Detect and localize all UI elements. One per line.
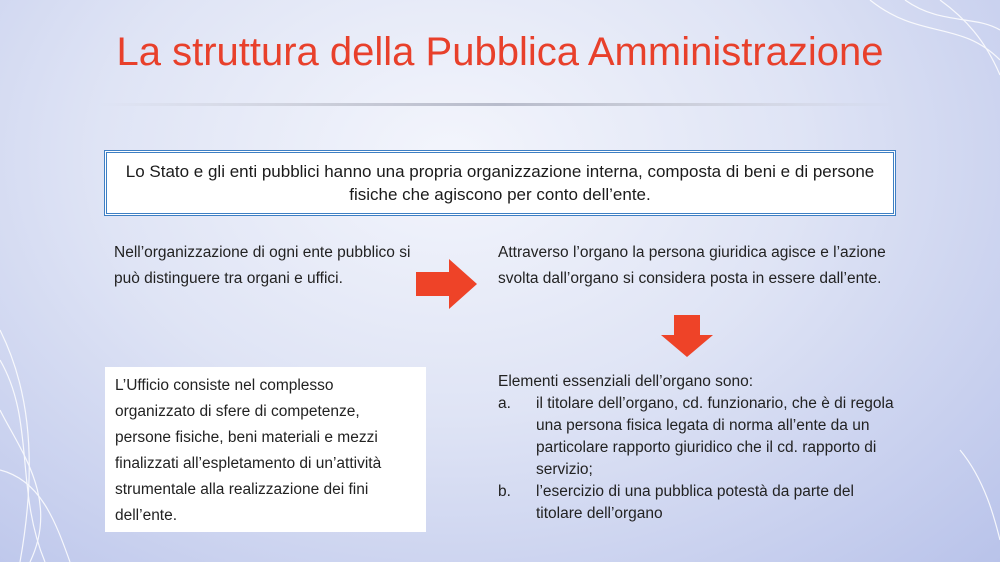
list-marker: a.: [498, 395, 511, 412]
intro-text: Lo Stato e gli enti pubblici hanno una propria organizzazione interna, composta di beni e di persone fisiche che agiscono per conto dell’ente.: [125, 162, 875, 204]
list-item: [498, 481, 898, 525]
list-item-text: l’esercizio di una pubblica potestà da parte del titolare dell’organo: [536, 483, 854, 522]
organ-text: Attraverso l’organo la persona giuridica agisce e l’azione svolta dall’organo si considera posta in essere dall’ente.: [498, 244, 886, 287]
organ-elements-list: [498, 393, 898, 525]
slide-title: La struttura della Pubblica Amministrazione: [116, 30, 884, 74]
organ-elements-title: Elementi essenziali dell’organo sono:: [498, 373, 754, 390]
ufficio-text: L’Ufficio consiste nel complesso organizzato di sfere di competenze, persone fisiche, beni materiali e mezzi finalizzati all’espletamento di un’attività strumentale alla realizzazione dei fini dell’ente.: [115, 377, 382, 524]
intro-box: [104, 150, 896, 216]
title-divider: [100, 103, 900, 106]
list-item-text: il titolare dell’organo, cd. funzionario, che è di regola una persona fisica legata di norma all’ente da un particolare rapporto giuridico che il cd. rapporto di servizio;: [536, 395, 894, 478]
list-marker: b.: [498, 483, 511, 500]
organ-elements: [498, 371, 898, 525]
list-item: [498, 393, 898, 481]
arrow-down-icon: [661, 315, 713, 357]
organization-text: Nell’organizzazione di ogni ente pubblico si può distinguere tra organi e uffici.: [114, 244, 411, 287]
ufficio-box: [105, 367, 426, 532]
arrow-right-icon: [416, 259, 477, 309]
